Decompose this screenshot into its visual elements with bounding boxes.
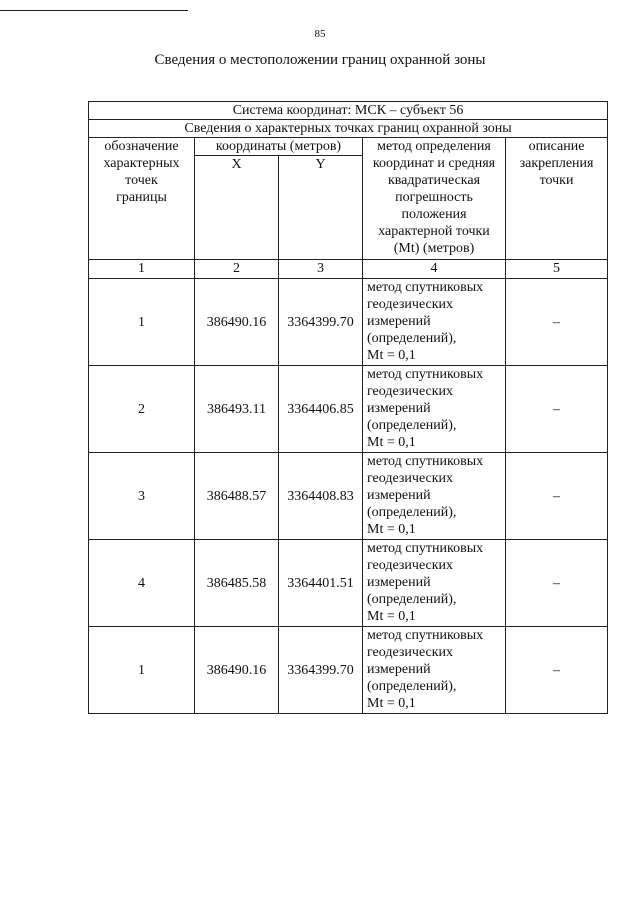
point-id: 4 — [89, 540, 195, 627]
header-x: X — [195, 156, 279, 260]
column-number: 3 — [279, 260, 363, 279]
coord-x: 386485.58 — [195, 540, 279, 627]
column-number: 5 — [506, 260, 608, 279]
coord-x: 386493.11 — [195, 366, 279, 453]
coord-x: 386490.16 — [195, 279, 279, 366]
document-title: Сведения о местоположении границ охранной зоны — [154, 52, 486, 68]
coord-x: 386490.16 — [195, 627, 279, 714]
coord-x: 386488.57 — [195, 453, 279, 540]
boundary-points-table — [88, 101, 608, 714]
coord-y: 3364401.51 — [279, 540, 363, 627]
method-cell: метод спутниковых геодезических измерений (определений), Mt = 0,1 — [363, 366, 506, 453]
description-cell: – — [506, 627, 608, 714]
top-rule — [0, 10, 188, 11]
table-row — [89, 453, 608, 540]
description-cell: – — [506, 453, 608, 540]
point-id: 1 — [89, 627, 195, 714]
method-cell: метод спутниковых геодезических измерений (определений), Mt = 0,1 — [363, 540, 506, 627]
table-row — [89, 366, 608, 453]
column-number: 2 — [195, 260, 279, 279]
description-cell: – — [506, 366, 608, 453]
point-id: 3 — [89, 453, 195, 540]
table-header-row — [89, 138, 608, 156]
column-number: 1 — [89, 260, 195, 279]
column-numbers-row — [89, 260, 608, 279]
table-subtitle-row — [89, 120, 608, 138]
description-cell: – — [506, 540, 608, 627]
method-cell: метод спутниковых геодезических измерений (определений), Mt = 0,1 — [363, 279, 506, 366]
header-designation: обозначение характерных точек границы — [89, 138, 195, 260]
method-cell: метод спутниковых геодезических измерений (определений), Mt = 0,1 — [363, 627, 506, 714]
coord-y: 3364399.70 — [279, 627, 363, 714]
header-coordinates: координаты (метров) — [195, 138, 363, 156]
table-row — [89, 540, 608, 627]
table-subtitle-cell: Сведения о характерных точках границ охранной зоны — [89, 120, 608, 138]
coord-y: 3364399.70 — [279, 279, 363, 366]
coord-y: 3364406.85 — [279, 366, 363, 453]
coordinate-system-cell: Система координат: МСК – субъект 56 — [89, 102, 608, 120]
table-system-row — [89, 102, 608, 120]
table-row — [89, 627, 608, 714]
point-id: 2 — [89, 366, 195, 453]
coord-y: 3364408.83 — [279, 453, 363, 540]
header-description: описание закрепления точки — [506, 138, 608, 260]
point-id: 1 — [89, 279, 195, 366]
table-row — [89, 279, 608, 366]
page-number: 85 — [314, 28, 326, 40]
header-y: Y — [279, 156, 363, 260]
column-number: 4 — [363, 260, 506, 279]
method-cell: метод спутниковых геодезических измерений (определений), Mt = 0,1 — [363, 453, 506, 540]
description-cell: – — [506, 279, 608, 366]
header-method: метод определения координат и средняя квадратическая погрешность положения характерной точки (Mt) (метров) — [363, 138, 506, 260]
